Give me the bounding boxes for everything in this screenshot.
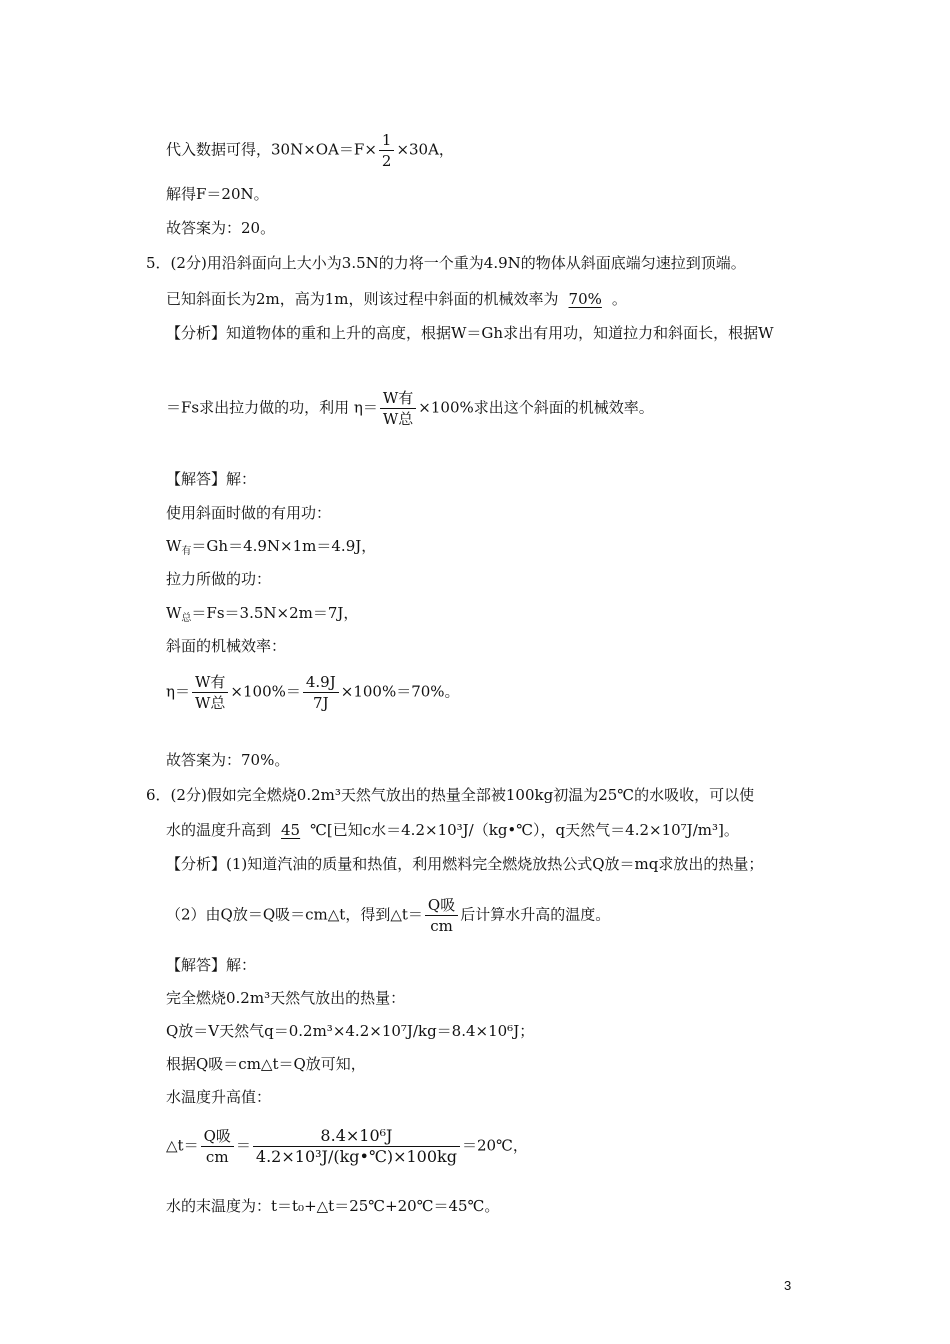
text: 代入数据可得，30N×OA＝F× bbox=[166, 140, 377, 159]
answer-line bbox=[166, 750, 289, 770]
solution-heading bbox=[166, 955, 256, 975]
text: 根据Q吸＝cm△t＝Q放可知， bbox=[166, 1055, 366, 1073]
text: η＝ bbox=[166, 682, 190, 701]
fraction-numerator: Q吸 bbox=[203, 1127, 231, 1145]
fraction-denominator: 4.2×10³J/(kg•℃)×100kg bbox=[255, 1147, 457, 1166]
solution-line bbox=[166, 569, 271, 589]
text-line bbox=[166, 184, 269, 204]
text: 已知斜面长为2m，高为1m，则该过程中斜面的机械效率为 bbox=[166, 290, 559, 308]
text: ×30A， bbox=[396, 140, 454, 159]
fraction-denominator: cm bbox=[430, 917, 453, 935]
solution-heading bbox=[166, 469, 256, 489]
answer-blank: 70% bbox=[568, 290, 602, 308]
text: 故答案为：70%。 bbox=[166, 751, 290, 769]
subscript: 总 bbox=[181, 613, 192, 624]
text: （2）由Q放＝Q吸＝cm△t，得到△t＝ bbox=[166, 905, 423, 924]
question-5-line1 bbox=[146, 253, 746, 273]
fraction-numerator: W有 bbox=[195, 673, 226, 691]
efficiency-equation bbox=[166, 672, 460, 713]
solution-line bbox=[166, 536, 376, 562]
text: 完全燃烧0.2m³天然气放出的热量： bbox=[166, 989, 406, 1007]
fraction-denominator: cm bbox=[205, 1148, 229, 1166]
analysis-line bbox=[166, 854, 763, 874]
text: ＝20℃， bbox=[461, 1136, 528, 1155]
text: 【解答】解： bbox=[166, 470, 257, 488]
solution-line bbox=[166, 636, 286, 656]
temperature-equation bbox=[166, 1126, 528, 1167]
text: 斜面的机械效率： bbox=[166, 637, 287, 655]
fraction bbox=[380, 388, 416, 429]
text: ＝Fs求出拉力做的功，利用 η＝ bbox=[166, 398, 378, 417]
text: 后计算水升高的温度。 bbox=[460, 905, 611, 924]
text: ＝Fs＝3.5N×2m＝7J， bbox=[191, 604, 359, 622]
text: ＝ bbox=[235, 1136, 251, 1155]
text: 解得F＝20N。 bbox=[166, 185, 269, 203]
page-number: 3 bbox=[784, 1278, 792, 1293]
fraction-denominator: 2 bbox=[381, 152, 392, 170]
text: Q放＝V天然气q＝0.2m³×4.2×10⁷J/kg＝8.4×10⁶J； bbox=[166, 1022, 535, 1040]
solution-line bbox=[166, 1054, 366, 1074]
text: 。 bbox=[611, 290, 627, 308]
text: 【解答】解： bbox=[166, 956, 257, 974]
fraction-denominator: W总 bbox=[195, 694, 226, 712]
solution-line bbox=[166, 603, 358, 629]
text: 【分析】(1)知道汽油的质量和热值，利用燃料完全燃烧放热公式Q放＝mq求放出的热量； bbox=[166, 855, 764, 873]
question-5-line2 bbox=[166, 289, 627, 309]
text: 水的温度升高到 bbox=[166, 821, 272, 839]
text: △t＝ bbox=[166, 1136, 199, 1155]
text: 5．(2分)用沿斜面向上大小为3.5N的力将一个重为4.9N的物体从斜面底端匀速拉到顶端。 bbox=[146, 254, 746, 272]
text: ×100%求出这个斜面的机械效率。 bbox=[418, 398, 654, 417]
text: 水温度升高值： bbox=[166, 1088, 272, 1106]
fraction-numerator: 8.4×10⁶J bbox=[320, 1126, 393, 1145]
text: 使用斜面时做的有用功： bbox=[166, 504, 332, 522]
analysis-line bbox=[166, 388, 654, 429]
text: 故答案为：20。 bbox=[166, 219, 276, 237]
text: ＝Gh＝4.9N×1m＝4.9J， bbox=[191, 537, 377, 555]
analysis-line bbox=[166, 323, 773, 343]
answer-blank: 45 bbox=[281, 821, 301, 839]
text-line bbox=[166, 130, 454, 171]
fraction bbox=[303, 672, 339, 713]
analysis-line bbox=[166, 895, 610, 936]
solution-line bbox=[166, 503, 331, 523]
solution-line bbox=[166, 1087, 271, 1107]
fraction bbox=[253, 1126, 460, 1167]
fraction bbox=[192, 672, 228, 713]
fraction-denominator: 7J bbox=[313, 694, 329, 712]
fraction-numerator: W有 bbox=[382, 389, 414, 407]
text: 【分析】知道物体的重和上升的高度，根据W＝Gh求出有用功，知道拉力和斜面长，根据W bbox=[166, 324, 774, 342]
text: 水的末温度为：t＝t₀+△t＝25℃+20℃＝45℃。 bbox=[166, 1197, 500, 1215]
text: ℃[已知c水＝4.2×10³J/（kg•℃），q天然气＝4.2×10⁷J/m³]。 bbox=[310, 821, 739, 839]
fraction bbox=[201, 1126, 234, 1167]
subscript: 有 bbox=[181, 546, 192, 557]
fraction-numerator: 4.9J bbox=[305, 673, 336, 691]
solution-line bbox=[166, 1021, 534, 1041]
question-6-line1 bbox=[146, 785, 754, 805]
fraction bbox=[379, 130, 395, 171]
fraction-numerator: Q吸 bbox=[427, 896, 456, 914]
text: ×100%＝ bbox=[230, 682, 301, 701]
text-line bbox=[166, 218, 275, 238]
fraction bbox=[425, 895, 458, 936]
text: W bbox=[166, 537, 182, 555]
question-6-line2 bbox=[166, 820, 739, 840]
text: 6．(2分)假如完全燃烧0.2m³天然气放出的热量全部被100kg初温为25℃的水吸收，可以使 bbox=[146, 786, 755, 804]
fraction-denominator: W总 bbox=[382, 410, 414, 428]
text: 拉力所做的功： bbox=[166, 570, 272, 588]
text: W bbox=[166, 604, 182, 622]
solution-line bbox=[166, 988, 405, 1008]
fraction-numerator: 1 bbox=[381, 131, 392, 149]
answer-line bbox=[166, 1196, 499, 1216]
text: ×100%＝70%。 bbox=[340, 682, 460, 701]
